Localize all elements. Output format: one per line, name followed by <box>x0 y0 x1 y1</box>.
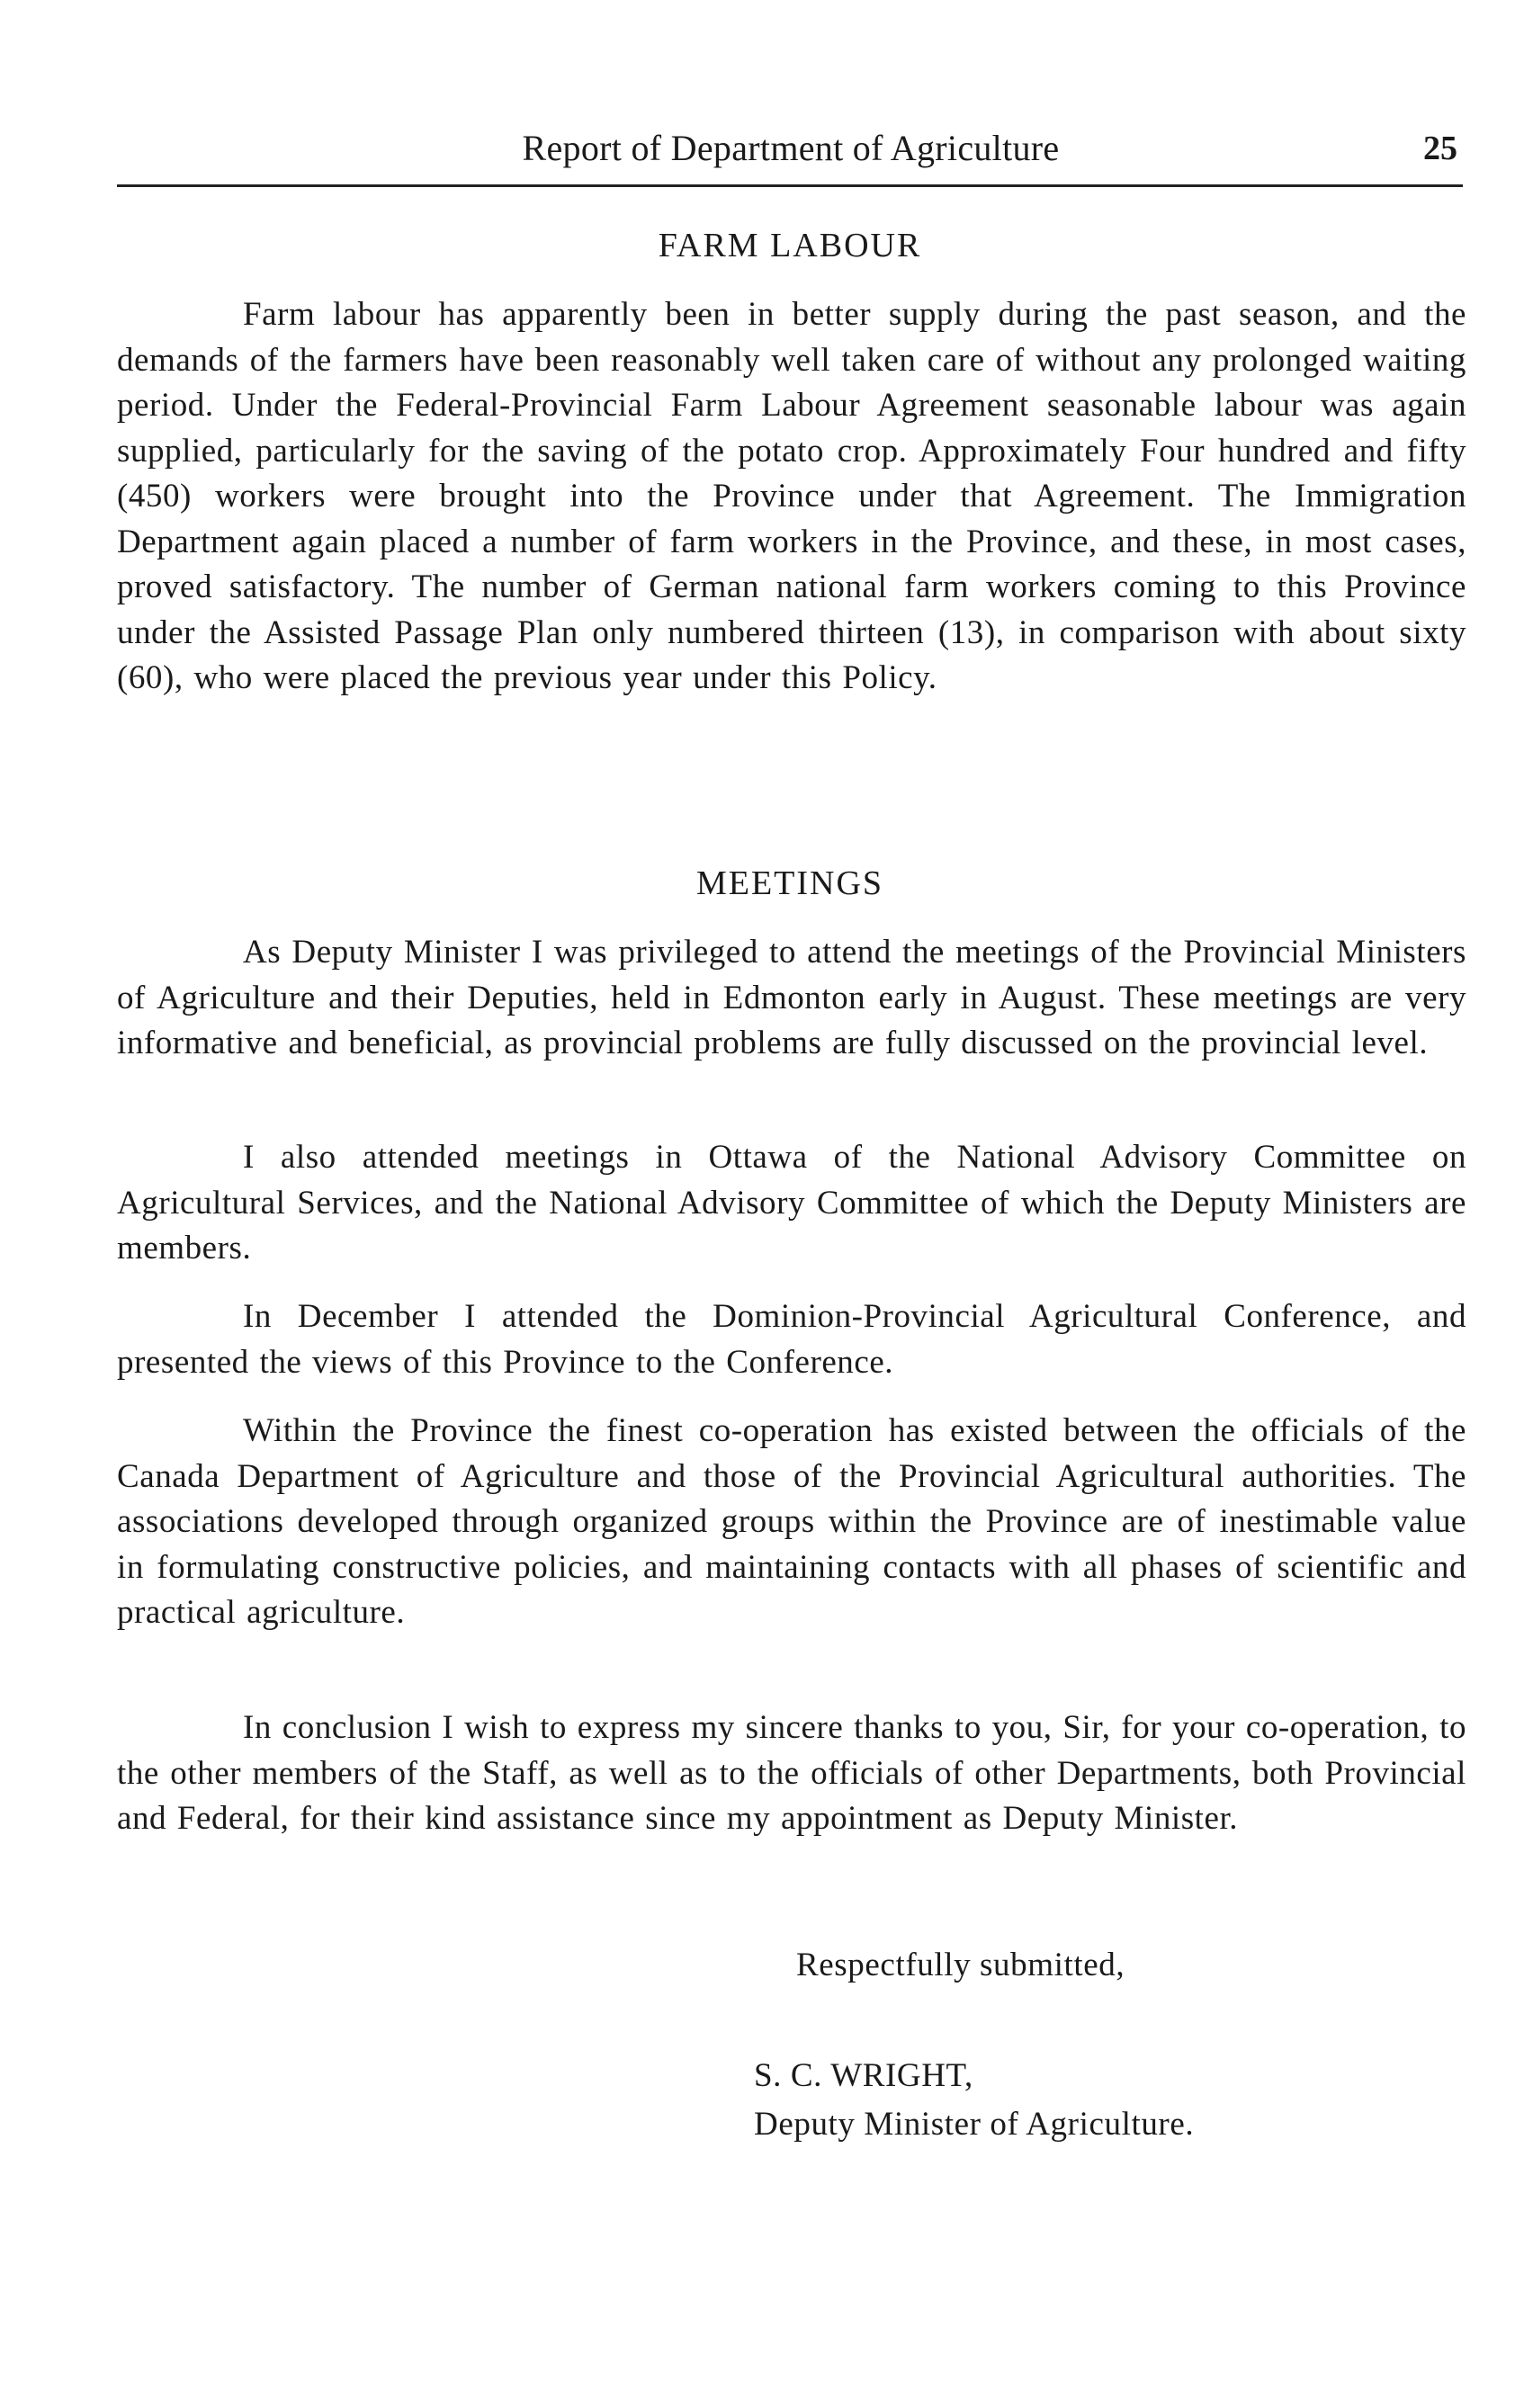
paragraph-farm-labour: Farm labour has apparently been in better supply during the past season, and the demands of the farmers have been reasonably well taken care of without any prolonged waiting period. Under the Federal-Provincial Farm Labour Agreement seasonable labour was again supplied, particularly for the saving of the potato crop. Approximately Four hundred and fifty (450) workers were brought into the Province under that Agreement. The Immigration Department again placed a number of farm workers in the Province, and these, in most cases, proved satisfactory. The number of German national farm workers coming to this Province under the Assisted Passage Plan only numbered thirteen (13), in comparison with about sixty (60), who were placed the previous year under this Policy. <box>117 296 1466 696</box>
running-title: Report of Department of Agriculture <box>522 128 1060 168</box>
paragraph-meetings-conference: In December I attended the Dominion-Provincial Agricultural Conference, and presented the views of this Province to the Conference. <box>117 1298 1466 1381</box>
page-number: 25 <box>1423 130 1457 167</box>
section-heading-meetings: MEETINGS <box>695 864 884 902</box>
section-heading-farm-labour: FARM LABOUR <box>658 227 922 264</box>
running-header <box>117 121 1465 175</box>
signatory-name: S. C. WRIGHT, <box>754 2057 973 2094</box>
paragraph-conclusion: In conclusion I wish to express my sincere thanks to you, Sir, for your co-operation, to the other members of the Staff, as well as to the officials of other Departments, both Provincial and Federal, for their kind assistance since my appointment as Deputy Minister. <box>117 1709 1466 1837</box>
paragraph-meetings-ottawa: I also attended meetings in Ottawa of the National Advisory Committee on Agricultural Services, and the National Advisory Committee of which the Deputy Ministers are members. <box>117 1139 1466 1267</box>
paragraph-co-operation: Within the Province the finest co-operation has existed between the officials of the Canada Department of Agriculture and those of the Provincial Agricultural authorities. The associations developed through organized groups within the Province are of inestimable value in formulating constructive policies, and maintaining contacts with all phases of scientific and practical agriculture. <box>117 1412 1466 1631</box>
paragraph-meetings-edmonton: As Deputy Minister I was privileged to attend the meetings of the Provincial Ministers of Agriculture and their Deputies, held in Edmonton early in August. These meetings are very informative and beneficial, as provincial problems are fully discussed on the provincial level. <box>117 934 1466 1061</box>
closing-line: Respectfully submitted, <box>796 1947 1125 1983</box>
signatory-title: Deputy Minister of Agriculture. <box>754 2106 1195 2143</box>
header-rule <box>117 184 1463 187</box>
